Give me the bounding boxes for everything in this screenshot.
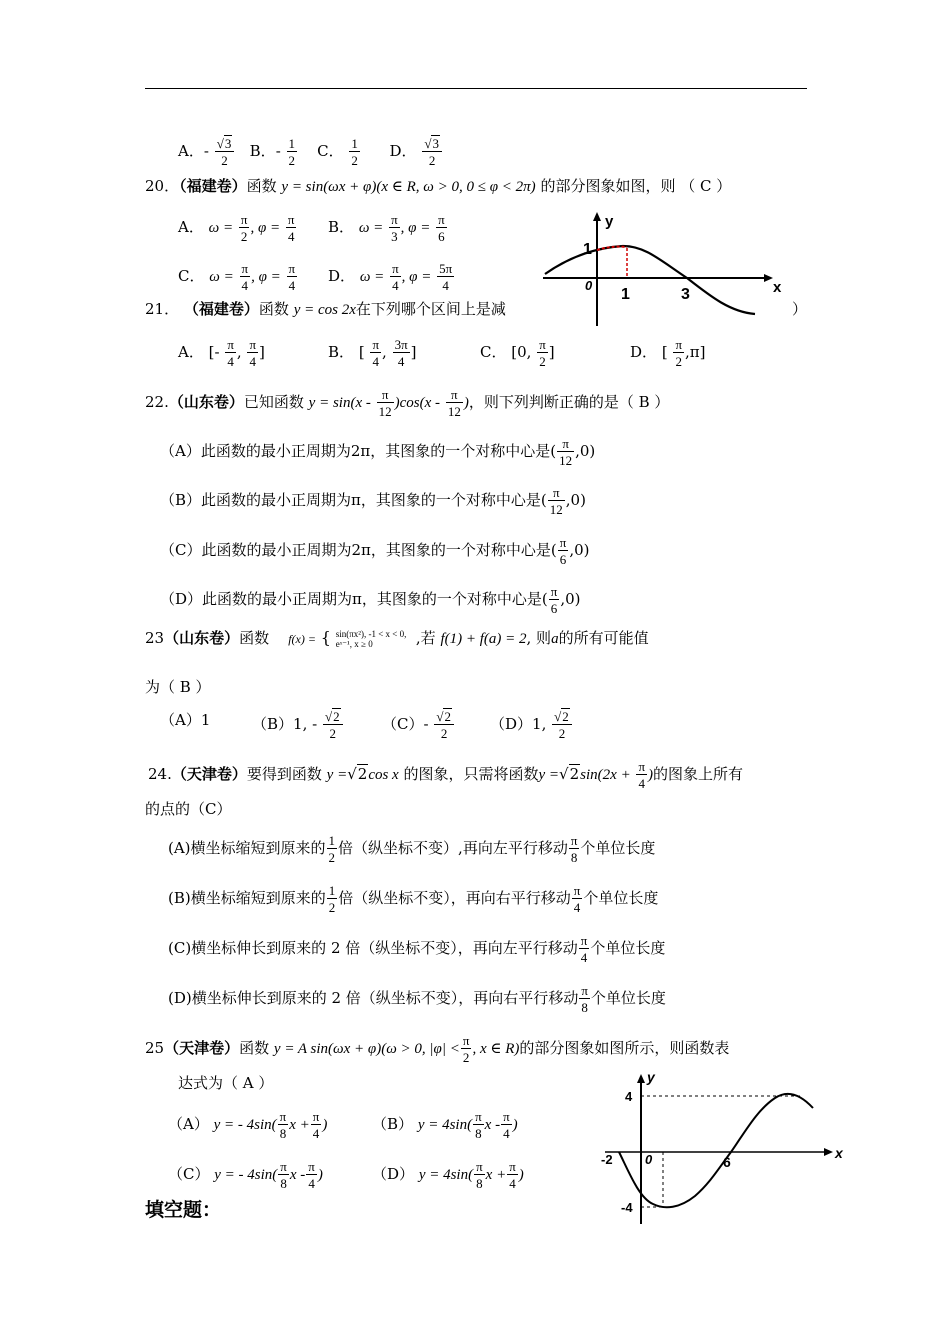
q22-option-c: （C）此函数的最小正周期为2π，其图象的一个对称中心是( $\frac{\pi}{6}$ ,0) — [160, 535, 590, 567]
q22-option-b: （B）此函数的最小正周期为π，其图象的一个对称中心是( $\frac{\pi}{12}$ ,0) — [160, 485, 586, 517]
q22-option-d: （D）此函数的最小正周期为π，其图象的一个对称中心是( $\frac{\pi}{6}$ ,0) — [160, 584, 581, 616]
graph2-tick-neg2: -2 — [601, 1152, 613, 1167]
q21-option-c: C． [0, $\frac{\pi}{2}$ ] — [480, 337, 555, 369]
q25-stem: 25（天津卷）函数 y = A sin(ωx + φ)(ω > 0, |φ| < $\frac{\pi}{2}$ , x ∈ R)的部分图象如图所示，则函数表 — [145, 1033, 730, 1065]
graph2-origin-label: 0 — [645, 1152, 653, 1167]
graph2-x-label: x — [835, 1145, 843, 1161]
q24-option-b: (B)横坐标缩短到原来的 $\frac{1}{2}$ 倍（纵坐标不变），再向右平行移动 $\frac{\pi}{4}$ 个单位长度 — [168, 883, 659, 915]
q21-stem: 21． （福建卷）函数 y = cos 2x在下列哪个区间上是减 — [145, 300, 506, 318]
q21-option-a: A． [- $\frac{\pi}{4}$ , $\frac{\pi}{4}$ ] — [178, 337, 265, 369]
q20-graph — [535, 208, 795, 330]
graph2-tick-6: 6 — [723, 1154, 731, 1170]
header-rule — [145, 88, 807, 89]
graph1-x-label: x — [773, 279, 782, 296]
q24-option-a: (A)横坐标缩短到原来的 $\frac{1}{2}$ 倍（纵坐标不变）,再向左平行移动 $\frac{\pi}{8}$ 个单位长度 — [168, 833, 656, 865]
graph2-tick-4: 4 — [625, 1089, 633, 1104]
q23-stem: 23（山东卷）函数 f(x) = { sin(πx²), -1 < x < 0, eˣ⁻¹, x ≥ 0 ,若 f(1) + f(a) = 2, 则a的所有可能值 — [145, 628, 649, 649]
q25-graph — [595, 1068, 855, 1228]
graph2-tick-neg4: -4 — [621, 1200, 633, 1215]
q19-options: A．- $\frac{√3}{2}$ B．- $\frac{1}{2}$ C． $\frac{1}{2}$ D． $\frac{√3}{2}$ — [178, 137, 443, 167]
q23-option-c: （C）- $\frac{√2}{2}$ — [382, 710, 455, 740]
q23-stem-line2: 为（ B ） — [145, 678, 211, 696]
q21-option-d: D． [ $\frac{\pi}{2}$ ,π] — [630, 337, 706, 369]
graph1-tick-3-x: 3 — [681, 286, 690, 303]
q25-option-c: （C） y = - 4sin( $\frac{\pi}{8}$ x - $\frac{\pi}{4}$ ) — [168, 1159, 323, 1191]
graph1-tick-1-x: 1 — [621, 286, 630, 303]
q25-option-a: （A） y = - 4sin( $\frac{\pi}{8}$ x + $\frac{\pi}{4}$ ) — [168, 1109, 328, 1141]
q21-option-b: B． [ $\frac{\pi}{4}$ , $\frac{3\pi}{4}$ ] — [328, 337, 417, 369]
q25-stem-line2: 达式为（ A ） — [178, 1074, 274, 1092]
q23-option-b: （B）1, - $\frac{√2}{2}$ — [252, 710, 344, 740]
graph1-origin-label: 0 — [585, 278, 593, 293]
q24-option-d: (D)横坐标伸长到原来的 2 倍（纵坐标不变），再向右平行移动 $\frac{\pi}{8}$ 个单位长度 — [168, 983, 666, 1015]
graph2-x-arrow-icon — [824, 1148, 833, 1156]
q21-close-paren: ） — [792, 300, 808, 318]
q25-option-b: （B） y = 4sin( $\frac{\pi}{8}$ x - $\frac{\pi}{4}$ ) — [372, 1109, 518, 1141]
q20-stem: 20．（福建卷）函数 y = sin(ωx + φ)(x ∈ R, ω > 0, 0 ≤ φ < 2π) 的部分图象如图，则 （ C ） — [145, 177, 732, 195]
q24-stem: 24.（天津卷）要得到函数 y =√2cos x 的图象，只需将函数y =√2sin(2x + $\frac{\pi}{4}$ )的图象上所有 — [148, 759, 744, 791]
graph2-curve — [619, 1094, 813, 1207]
q20-option-a: A． ω = $\frac{\pi}{2}$ , φ = $\frac{\pi}{4}$ — [178, 212, 295, 244]
q23-option-d: （D）1, $\frac{√2}{2}$ — [490, 710, 573, 740]
q22-option-a: （A）此函数的最小正周期为2π，其图象的一个对称中心是( $\frac{\pi}{12}$ ,0) — [160, 436, 596, 468]
section-heading-fill-blank: 填空题： — [145, 1199, 222, 1221]
q20-option-b: B． ω = $\frac{\pi}{3}$ , φ = $\frac{\pi}{6}$ — [328, 212, 445, 244]
q20-option-d: D． ω = $\frac{\pi}{4}$ , φ = $\frac{5\pi}{4}$ — [328, 261, 453, 293]
q23-option-a: （A）1 — [160, 711, 211, 729]
q22-stem: 22.（山东卷）已知函数 y = sin(x - $\frac{\pi}{12}$ )cos(x - $\frac{\pi}{12}$ )，则下列判断正确的是（ B ） — [145, 387, 670, 419]
q25-option-d: （D） y = 4sin( $\frac{\pi}{8}$ x + $\frac{\pi}{4}$ ) — [372, 1159, 524, 1191]
graph1-y-label: y — [605, 213, 614, 230]
q24-option-c: (C)横坐标伸长到原来的 2 倍（纵坐标不变），再向左平行移动 $\frac{\pi}{4}$ 个单位长度 — [168, 933, 666, 965]
q20-option-c: C． ω = $\frac{\pi}{4}$ , φ = $\frac{\pi}{4}$ — [178, 261, 296, 293]
q24-stem-line2: 的点的（C） — [145, 800, 232, 818]
graph2-y-arrow-icon — [637, 1074, 645, 1083]
graph2-y-label: y — [647, 1069, 655, 1085]
graph1-tick-1-y: 1 — [583, 241, 592, 258]
